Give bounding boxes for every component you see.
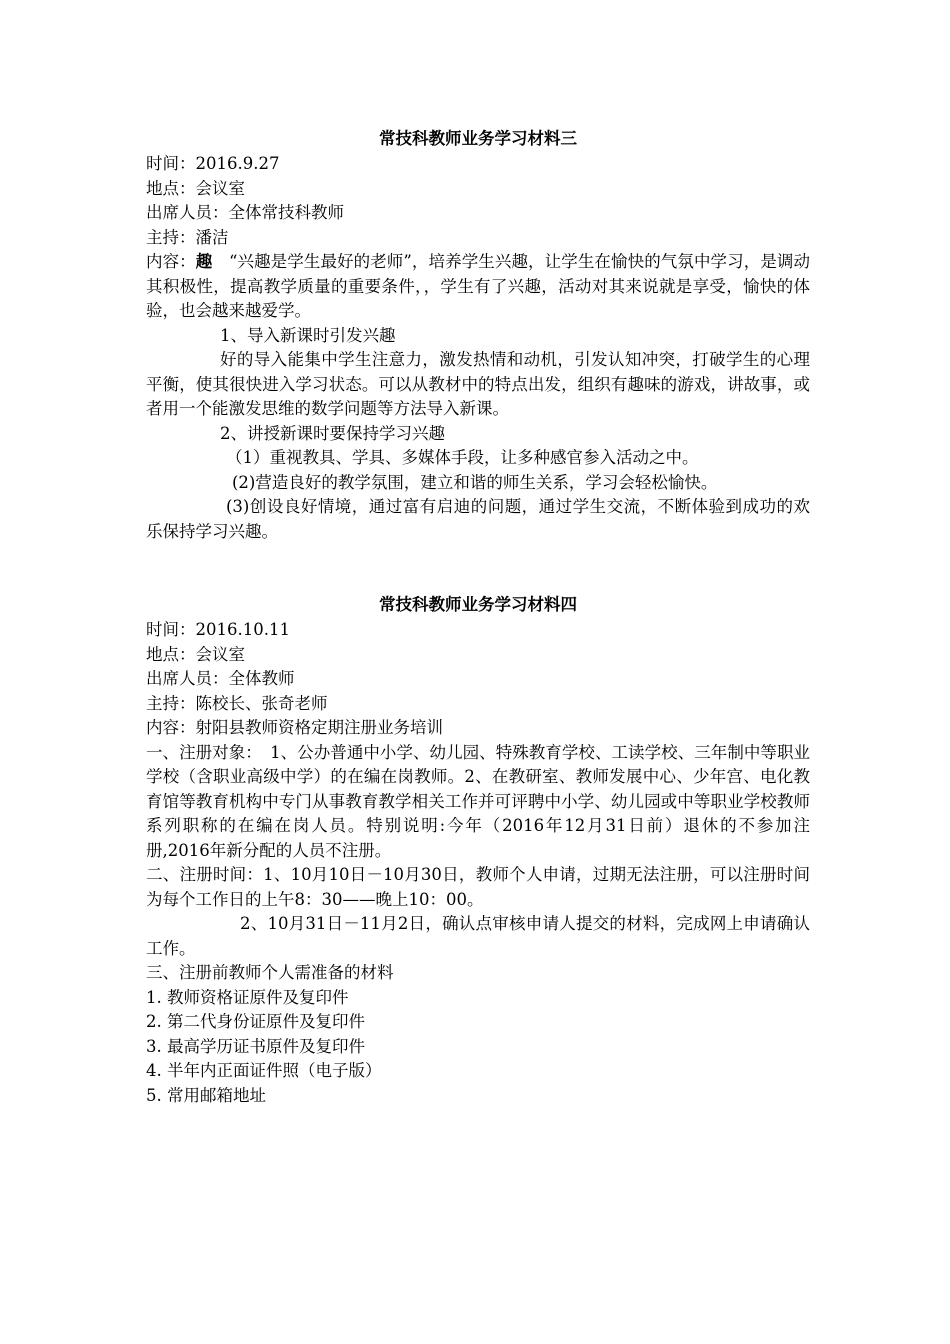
section3-time: 时间：2016.9.27 — [146, 154, 280, 173]
material-item: 2. 第二代身份证原件及复印件 — [146, 1012, 365, 1031]
point2-heading: 2、讲授新课时要保持学习兴趣 — [220, 423, 445, 443]
section3-title: 常技科教师业务学习材料三 — [379, 129, 577, 148]
section4-title: 常技科教师业务学习材料四 — [379, 595, 577, 614]
content-intro: “兴趣是学生最好的老师”，培养学生兴趣，让学生在愉快的气氛中学习，是调动其积极性，提高教学质量的重要条件，，学生有了兴趣，活动对其来说就是享受，愉快的体验，也会越来越爱学。 — [146, 252, 811, 320]
content-label: 内容： — [146, 252, 196, 271]
document-page — [146, 126, 810, 1108]
section3-attendees: 出席人员：全体常技科教师 — [146, 203, 344, 222]
material-item: 3. 最高学历证书原件及复印件 — [146, 1036, 365, 1056]
point1-heading: 1、导入新课时引发兴趣 — [220, 325, 396, 345]
section3-content — [146, 250, 810, 324]
section4-time: 时间：2016.10.11 — [146, 620, 290, 639]
material-item: 5. 常用邮箱地址 — [146, 1085, 266, 1105]
section3-host: 主持：潘洁 — [146, 227, 229, 247]
section4-place: 地点：会议室 — [146, 644, 245, 664]
section4-item2-sub: 2、10月31日－11月2日，确认点审核申请人提交的材料，完成网上申请确认工作。 — [146, 914, 810, 958]
section4-item3: 三、注册前教师个人需准备的材料 — [146, 963, 394, 982]
material-item: 1. 教师资格证原件及复印件 — [146, 987, 349, 1007]
section4-item1: 一、注册对象： 1、公办普通中小学、幼儿园、特殊教育学校、工读学校、三年制中等职业学校（含职业高级中学）的在编在岗教师。2、在教研室、教师发展中心、少年宫、电化教育馆等教育机构中专门从事教育教学相关工作并可评聘中小学、幼儿园或中等职业学校教师系列职称的在编在岗人员。特别说明:今年（2016年12月31日前）退休的不参加注册,2016年新分配的人员不注册。 — [146, 742, 810, 860]
content-keyword: 趣 — [195, 252, 213, 271]
section4-content: 内容：射阳县教师资格定期注册业务培训 — [146, 718, 443, 737]
point2-sub1: （1）重视教具、学具、多媒体手段，让多种感官参入活动之中。 — [226, 448, 699, 467]
section4-attendees: 出席人员：全体教师 — [146, 669, 295, 688]
section-gap — [146, 544, 810, 592]
point2-sub2: (2)营造良好的教学氛围，建立和谐的师生关系，学习会轻松愉快。 — [232, 472, 718, 492]
point1-body: 好的导入能集中学生注意力，激发热情和动机，引发认知冲突，打破学生的心理平衡，使其很快进入学习状态。可以从教材中的特点出发，组织有趣味的游戏，讲故事，或者用一个能激发思维的数学问题等方法导入新课。 — [146, 350, 810, 418]
section4-host: 主持：陈校长、张奇老师 — [146, 693, 328, 713]
section4-item2: 二、注册时间：1、10月10日－10月30日，教师个人申请，过期无法注册，可以注册时间为每个工作日的上午8：30——晚上10：00。 — [146, 865, 810, 909]
point2-sub3: (3)创设良好情境，通过富有启迪的问题，通过学生交流，不断体验到成功的欢乐保持学习兴趣。 — [146, 497, 810, 541]
material-item: 4. 半年内正面证件照（电子版） — [146, 1061, 382, 1080]
section3-place: 地点：会议室 — [146, 178, 245, 198]
